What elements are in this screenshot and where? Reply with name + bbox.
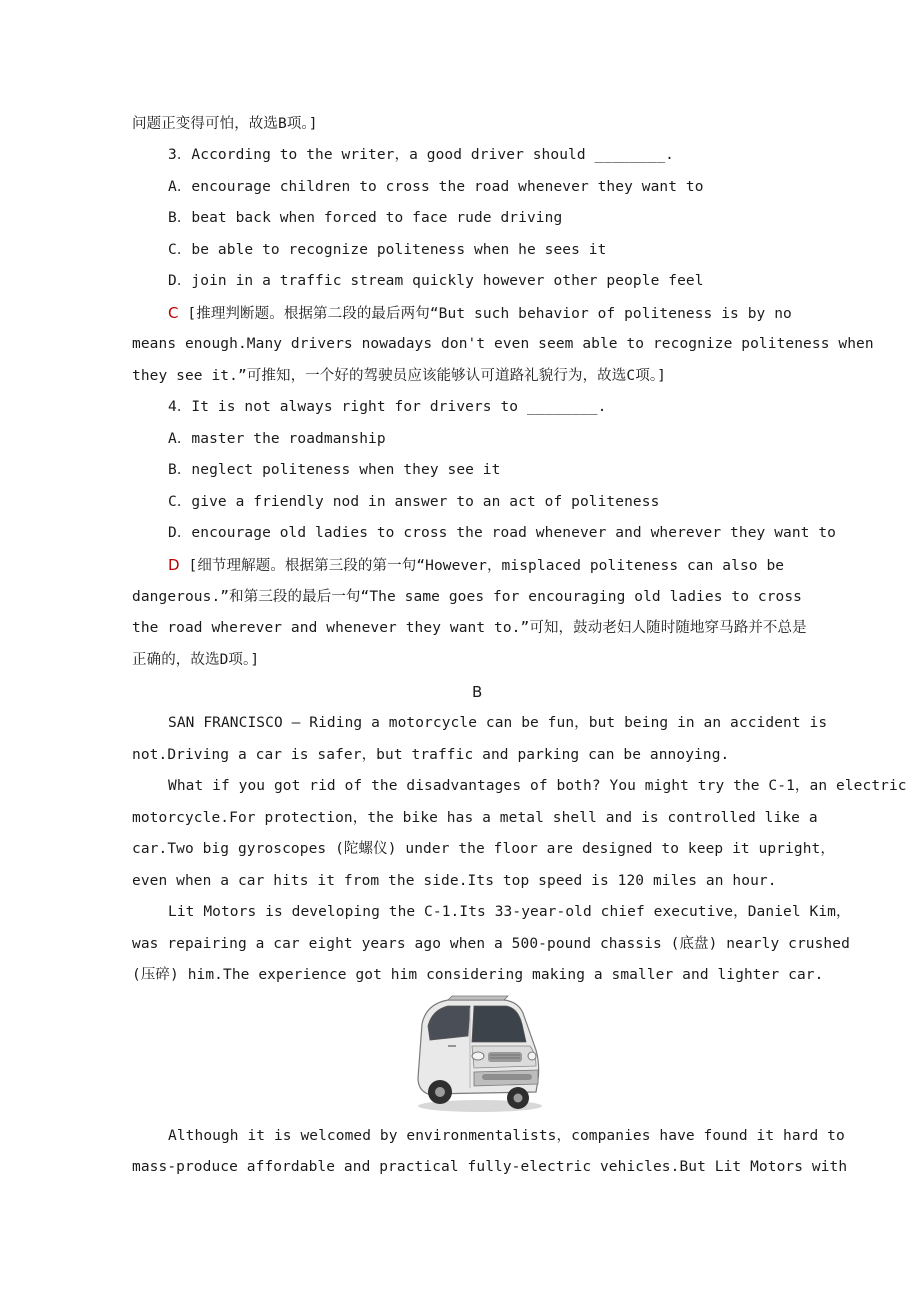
passage-p4-line-1: Although it is welcomed by environmentalists，companies have found it hard to [168, 1128, 845, 1144]
q3-answer: C [168, 304, 179, 322]
q4-stem: 4．It is not always right for drivers to ________. [168, 399, 607, 415]
q3-option-c: C．be able to recognize politeness when he sees it [168, 242, 607, 258]
passage-p4-line-2: mass-produce affordable and practical fully-electric vehicles.But Lit Motors with [132, 1159, 848, 1175]
section-title: B [472, 683, 483, 701]
q4-explanation-line-4: 正确的，故选D项。] [132, 652, 260, 668]
q3-option-a: A．encourage children to cross the road whenever they want to [168, 179, 704, 195]
q2-explanation-tail: 问题正变得可怕，故选B项。] [132, 116, 318, 132]
q4-option-d: D．encourage old ladies to cross the road whenever and wherever they want to [168, 525, 836, 541]
passage-p2-line-2: motorcycle.For protection，the bike has a metal shell and is controlled like a [132, 810, 818, 826]
passage-p1-line-1: SAN FRANCISCO — Riding a motorcycle can be fun，but being in an accident is [168, 715, 828, 731]
q3-stem: 3．According to the writer，a good driver should ________. [168, 147, 675, 163]
q3-explanation-line-1: C [推理判断题。根据第二段的最后两句“But such behavior of politeness is by no [168, 304, 792, 322]
q3-option-b: B．beat back when forced to face rude driving [168, 210, 563, 226]
q4-explanation-line-1: D [细节理解题。根据第三段的第一句“However，misplaced politeness can also be [168, 556, 785, 574]
q3-explanation-line-2: means enough.Many drivers nowadays don't even seem able to recognize politeness when [132, 336, 874, 352]
passage-p2-line-1: What if you got rid of the disadvantages of both? You might try the C-1，an electric [168, 778, 907, 794]
q4-explanation-line-3: the road wherever and whenever they want to.”可知，鼓动老妇人随时随地穿马路并不总是 [132, 620, 807, 636]
passage-p3-line-2: was repairing a car eight years ago when a 500-pound chassis (底盘) nearly crushed [132, 936, 850, 952]
passage-p2-line-4: even when a car hits it from the side.Its top speed is 120 miles an hour. [132, 873, 777, 889]
passage-p3-line-3: (压碎) him.The experience got him considering making a smaller and lighter car. [132, 967, 824, 983]
q4-answer: D [168, 556, 180, 574]
q4-option-b: B．neglect politeness when they see it [168, 462, 501, 478]
passage-p3-line-1: Lit Motors is developing the C-1.Its 33-year-old chief executive，Daniel Kim， [168, 904, 851, 920]
passage-p1-line-2: not.Driving a car is safer，but traffic and parking can be annoying. [132, 747, 730, 763]
q3-option-d: D．join in a traffic stream quickly however other people feel [168, 273, 704, 289]
q4-option-a: A．master the roadmanship [168, 431, 386, 447]
q3-explanation-line-3: they see it.”可推知，一个好的驾驶员应该能够认可道路礼貌行为，故选C项。] [132, 368, 666, 384]
q4-option-c: C．give a friendly nod in answer to an act of politeness [168, 494, 660, 510]
passage-p2-line-3: car.Two big gyroscopes (陀螺仪) under the floor are designed to keep it upright， [132, 841, 835, 857]
electric-car-image [408, 994, 548, 1114]
q4-explanation-line-2: dangerous.”和第三段的最后一句“The same goes for encouraging old ladies to cross [132, 589, 803, 605]
